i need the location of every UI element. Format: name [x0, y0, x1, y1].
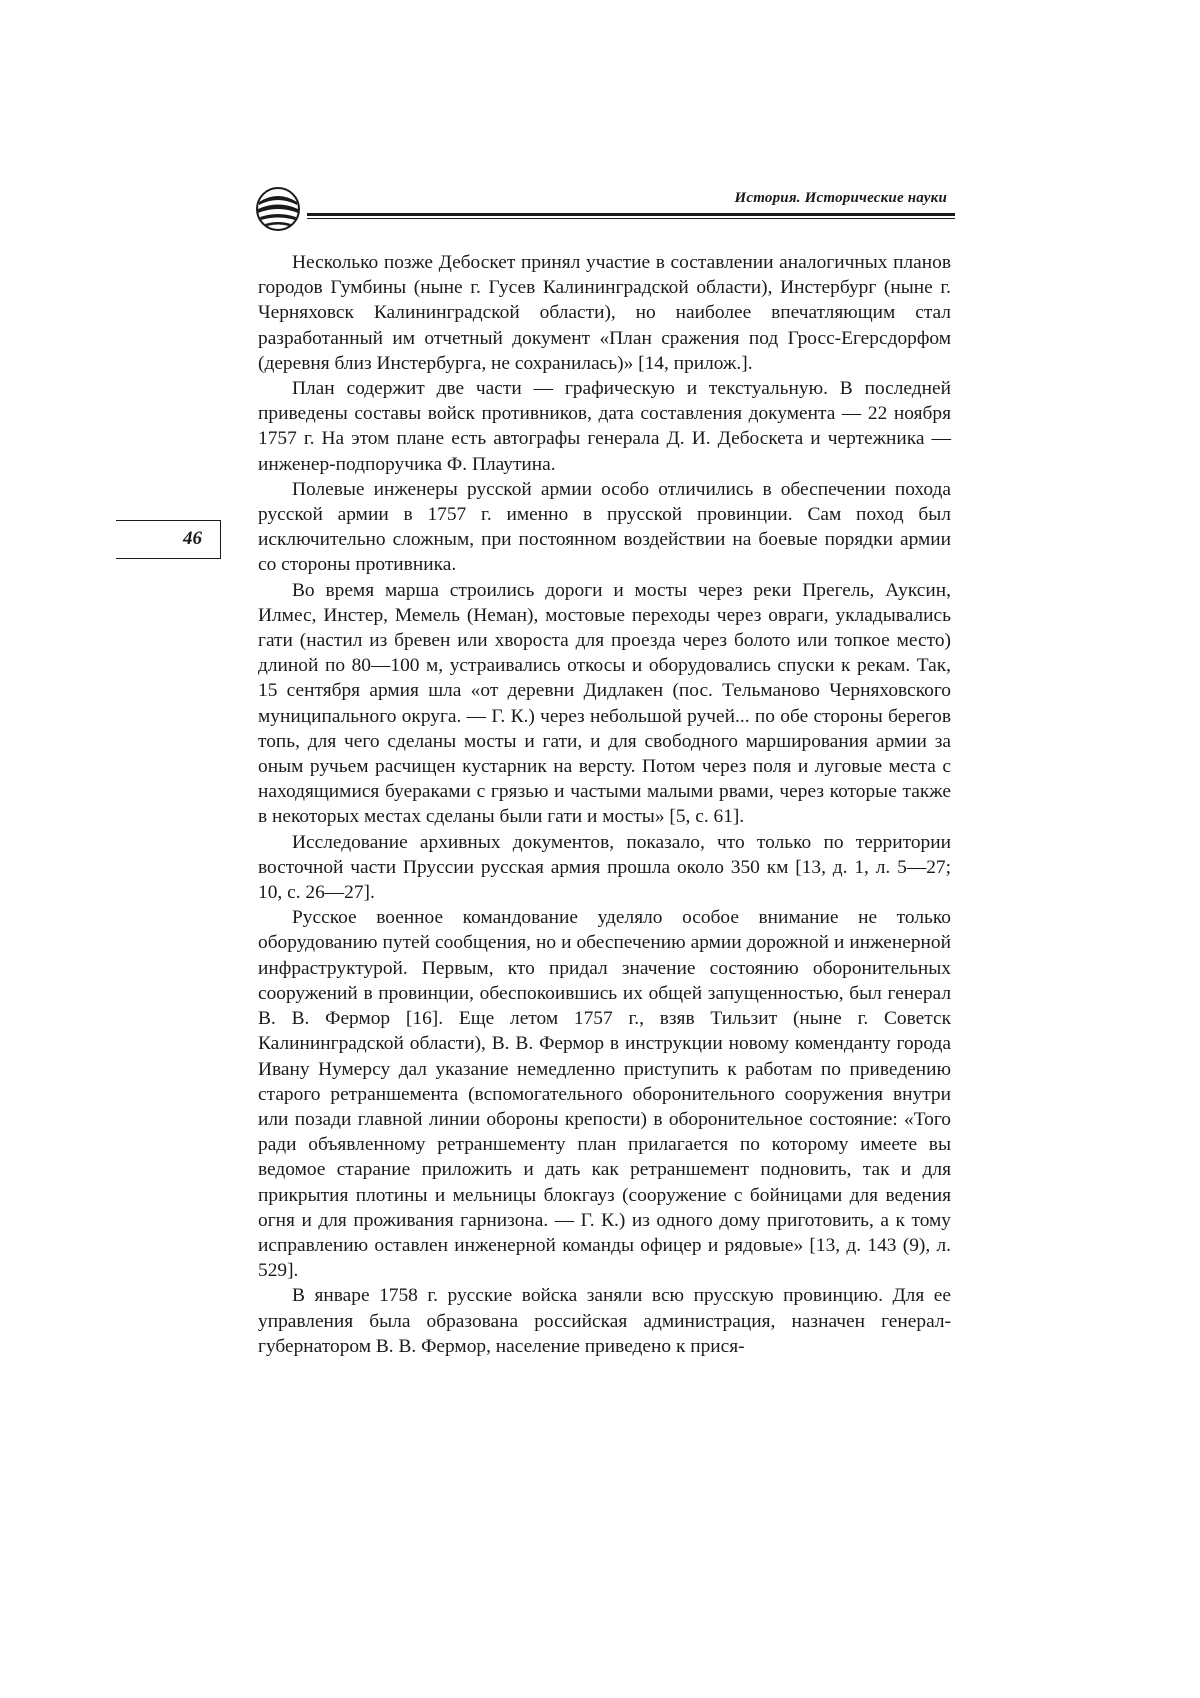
paragraph: В январе 1758 г. русские войска заняли всю прусскую провинцию. Для ее управления была образована российская администрация, назначен генерал-губернатором В. В. Фермор, население приведено к прися-	[258, 1285, 951, 1357]
header-rule	[307, 213, 955, 216]
page-number: 46	[183, 528, 202, 549]
paragraph: Русское военное командование уделяло особое внимание не только оборудованию путей сообщения, но и обеспечению армии дорожной и инженерной инфраструктурой. Первым, кто придал значение состоянию оборонительных сооружений в провинции, обеспокоившись их общей запущенностью, был генерал В. В. Фермор [16]. Еще летом 1757 г., взяв Тильзит (ныне г. Советск Калининградской области), В. В. Фермор в инструкции новому коменданту города Ивану Нумерсу дал указание немедленно приступить к работам по приведению старого ретраншемента (вспомогательного оборонительного сооружения внутри или позади главной линии обороны крепости) в оборонительное состояние: «Того ради объявленному ретраншементу план прилагается по которому имеете вы ведомое старание приложить и дать как ретраншемент подновить, так и для прикрытия плотины и мельницы блокгауз (сооружение с бойницами для ведения огня и для проживания гарнизона. — Г. К.) из одного дому приготовить, а к тому исправлению оставлен инженерной команды офицер и рядовые» [13, д. 143 (9), л. 529].	[258, 907, 951, 1282]
paragraph: План содержит две части — графическую и текстуальную. В последней приведены составы войск противников, дата составления документа — 22 ноября 1757 г. На этом плане есть автографы генерала Д. И. Дебоскета и чертежника — инженер-подпоручика Ф. Плаутина.	[258, 378, 951, 475]
paragraph: Несколько позже Дебоскет принял участие в составлении аналогичных планов городов Гумбины (ныне г. Гусев Калининградской области), Инстербург (ныне г. Черняховск Калининградской области), но наиболее впечатляющим стал разработанный им отчетный документ «План сражения под Гросс-Егерсдорфом (деревня близ Инстербурга, не сохранилась)» [14, прилож.].	[258, 252, 951, 374]
article-body	[258, 250, 951, 1359]
page-number-box	[116, 520, 221, 559]
wave-globe-logo-icon	[255, 186, 301, 232]
header-rule-thin	[307, 218, 955, 219]
paragraph: Исследование архивных документов, показало, что только по территории восточной части Пруссии русская армия прошла около 350 км [13, д. 1, л. 5—27; 10, с. 26—27].	[258, 831, 951, 904]
running-header	[255, 186, 955, 232]
paragraph: Полевые инженеры русской армии особо отличились в обеспечении похода русской армии в 1757 г. именно в прусской провинции. Сам поход был исключительно сложным, при постоянном воздействии на боевые порядки армии со стороны противника.	[258, 478, 951, 576]
paragraph: Во время марша строились дороги и мосты через реки Прегель, Ауксин, Илмес, Инстер, Мемель (Неман), мостовые переходы через овраги, укладывались гати (настил из бревен или хвороста для проезда через болото или топкое место) длиной по 80—100 м, устраивались откосы и оборудовались спуски к рекам. Так, 15 сентября армия шла «от деревни Дидлакен (пос. Тельманово Черняховского муниципального округа. — Г. К.) через небольшой ручей... по обе стороны берегов топь, для чего сделаны мосты и гати, и для свободного марширования армии за оным ручьем расчищен кустарник на версту. Потом через поля и луговые места с находящимися буераками с грязью и частыми малыми рвами, через которые также в некоторых местах сделаны были гати и мосты» [5, с. 61].	[258, 579, 951, 828]
header-title: История. Исторические науки	[734, 190, 947, 206]
